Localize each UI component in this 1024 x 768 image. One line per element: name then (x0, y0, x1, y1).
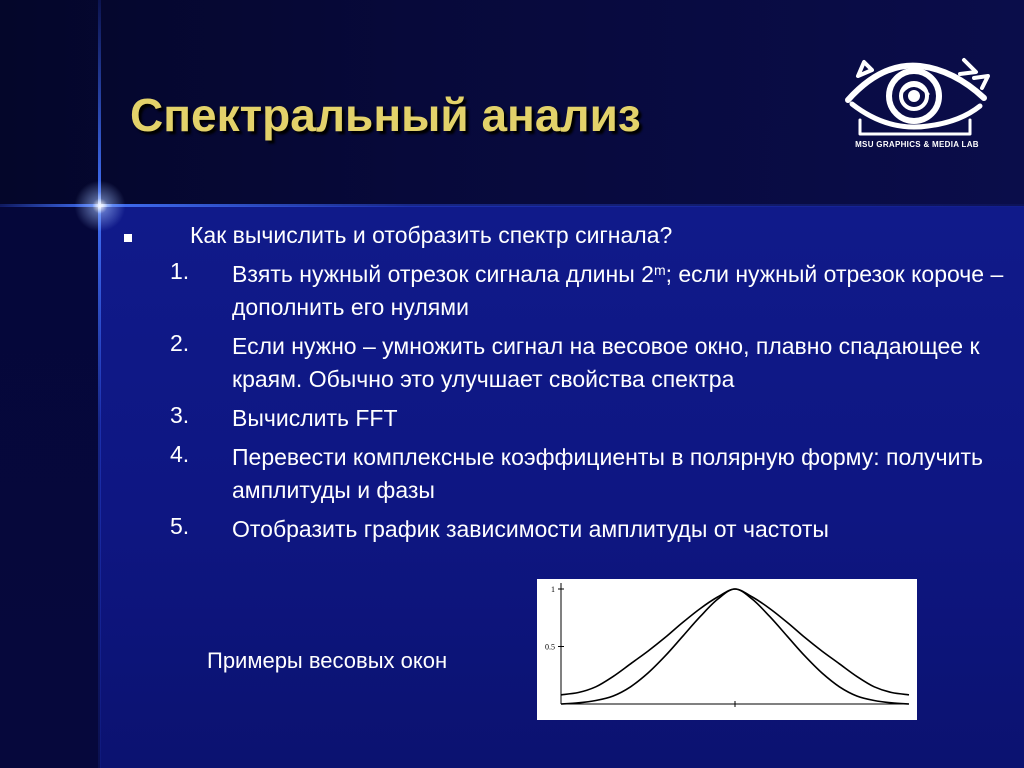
msu-logo (842, 48, 992, 160)
step-text: Вычислить FFT (232, 405, 398, 431)
step-text: Перевести комплексные коэффициенты в полярную форму: получить амплитуды и фазы (232, 444, 983, 503)
step-text-part: ; если нужный отрезок короче – дополнить его нулями (232, 261, 1004, 320)
step-text (232, 258, 1010, 324)
bullet-question: Как вычислить и отобразить спектр сигнала? (190, 222, 673, 248)
list-item (170, 330, 1010, 396)
horizontal-divider (0, 204, 1024, 207)
step-number: 5. (170, 513, 190, 539)
numbered-steps-list (170, 258, 1010, 552)
list-item (170, 402, 1010, 435)
vertical-divider (98, 0, 101, 768)
step-number: 1. (170, 258, 190, 284)
chart-caption: Примеры весовых окон (207, 648, 448, 673)
y-tick-label: 1 (551, 585, 555, 594)
list-item (170, 258, 1010, 324)
step-number: 2. (170, 330, 190, 356)
list-item (170, 513, 1010, 546)
square-bullet-icon (124, 234, 132, 242)
y-tick-label: 0.5 (545, 642, 555, 652)
eye-logo-icon (842, 48, 992, 140)
left-margin-background (0, 206, 100, 768)
superscript-exponent: m (653, 262, 666, 278)
window-functions-chart (537, 579, 917, 720)
step-text-part: Взять нужный отрезок сигнала длины 2 (232, 261, 654, 287)
logo-caption: MSU GRAPHICS & MEDIA LAB (855, 140, 979, 149)
chart-svg (537, 579, 917, 720)
series-line-2 (561, 589, 909, 704)
series-line-1 (561, 589, 909, 695)
step-text: Отобразить график зависимости амплитуды от частоты (232, 516, 829, 542)
slide-title: Спектральный анализ (130, 89, 641, 141)
step-number: 3. (170, 402, 190, 428)
step-text: Если нужно – умножить сигнал на весовое окно, плавно спадающее к краям. Обычно это улучшает свойства спектра (232, 333, 980, 392)
step-number: 4. (170, 441, 190, 467)
list-item (170, 441, 1010, 507)
divider-star-glow (70, 176, 130, 236)
